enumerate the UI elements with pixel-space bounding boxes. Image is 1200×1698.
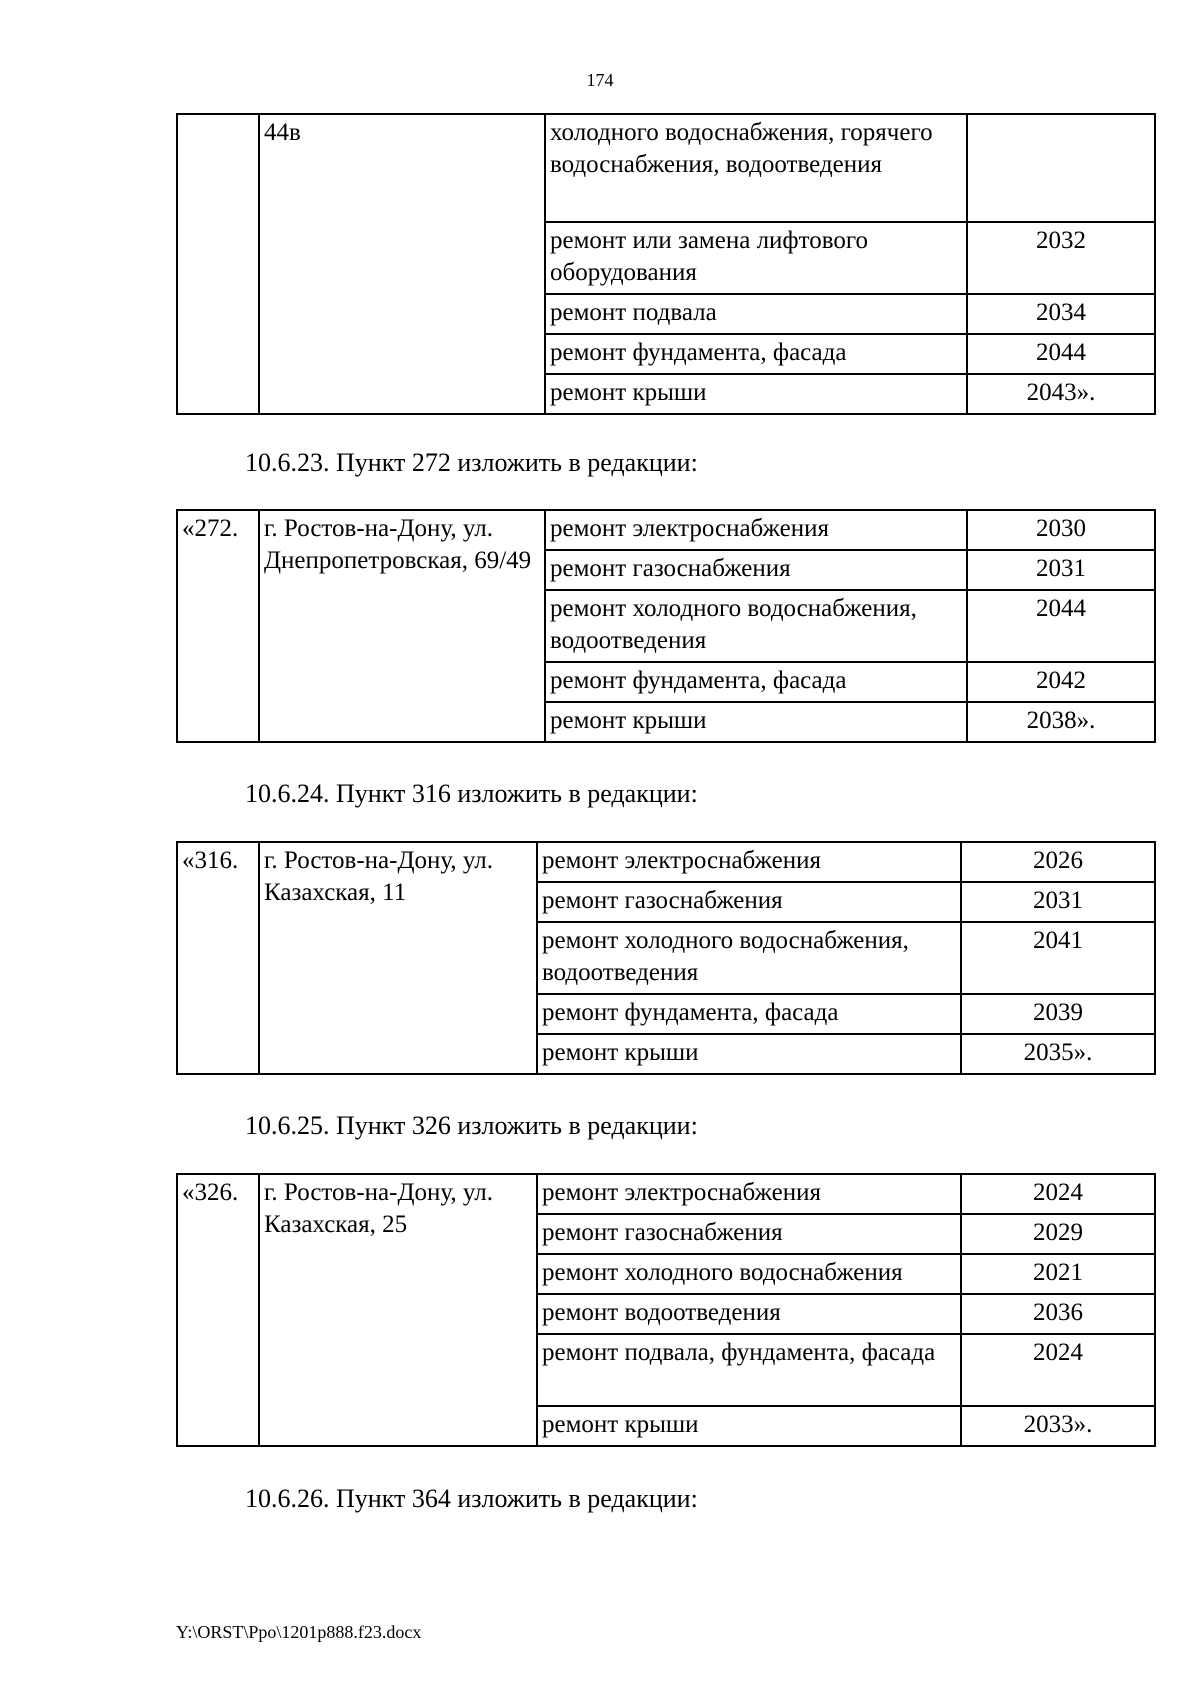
year-cell: 2024 — [961, 1174, 1155, 1214]
work-cell: ремонт крыши — [537, 1034, 961, 1074]
year-cell: 2041 — [961, 922, 1155, 994]
year-cell: 2044 — [967, 590, 1155, 662]
year-cell: 2026 — [961, 842, 1155, 882]
table-row — [177, 842, 1155, 882]
year-cell: 2043». — [967, 374, 1155, 414]
item-number: «326. — [177, 1174, 259, 1446]
work-cell: ремонт холодного водоснабжения, водоотведения — [545, 590, 967, 662]
repair-table-continuation — [176, 113, 1156, 415]
repair-table-316 — [176, 841, 1156, 1075]
table-row — [177, 114, 1155, 222]
address-cell: г. Ростов-на-Дону, ул. Казахская, 11 — [259, 842, 537, 1074]
work-cell: ремонт газоснабжения — [537, 882, 961, 922]
work-cell: ремонт водоотведения — [537, 1294, 961, 1334]
work-cell: холодного водоснабжения, горячего водоснабжения, водоотведения — [545, 114, 967, 222]
year-cell: 2031 — [967, 550, 1155, 590]
work-cell: ремонт подвала — [545, 294, 967, 334]
repair-table-272 — [176, 509, 1156, 743]
year-cell: 2033». — [961, 1406, 1155, 1446]
item-number — [177, 114, 259, 414]
year-cell: 2044 — [967, 334, 1155, 374]
repair-table-326 — [176, 1173, 1156, 1447]
work-cell: ремонт холодного водоснабжения — [537, 1254, 961, 1294]
year-cell — [967, 114, 1155, 222]
footer-file-path: Y:\ORST\Ppo\1201p888.f23.docx — [176, 1622, 422, 1642]
paragraph-10-6-26: 10.6.26. Пункт 364 изложить в редакции: — [245, 1484, 698, 1513]
year-cell: 2035». — [961, 1034, 1155, 1074]
year-cell: 2031 — [961, 882, 1155, 922]
work-cell: ремонт фундамента, фасада — [545, 662, 967, 702]
address-cell: 44в — [259, 114, 545, 414]
work-cell: ремонт электроснабжения — [537, 1174, 961, 1214]
work-cell: ремонт фундамента, фасада — [537, 994, 961, 1034]
work-cell: ремонт электроснабжения — [545, 510, 967, 550]
year-cell: 2032 — [967, 222, 1155, 294]
year-cell: 2039 — [961, 994, 1155, 1034]
work-cell: ремонт крыши — [537, 1406, 961, 1446]
paragraph-10-6-24: 10.6.24. Пункт 316 изложить в редакции: — [245, 779, 698, 808]
work-cell: ремонт подвала, фундамента, фасада — [537, 1334, 961, 1406]
table-row — [177, 1174, 1155, 1214]
table-row — [177, 510, 1155, 550]
paragraph-10-6-23: 10.6.23. Пункт 272 изложить в редакции: — [245, 448, 698, 477]
year-cell: 2034 — [967, 294, 1155, 334]
item-number: «316. — [177, 842, 259, 1074]
work-cell: ремонт крыши — [545, 702, 967, 742]
work-cell: ремонт крыши — [545, 374, 967, 414]
address-cell: г. Ростов-на-Дону, ул. Казахская, 25 — [259, 1174, 537, 1446]
address-cell: г. Ростов-на-Дону, ул. Днепропетровская, 69/49 — [259, 510, 545, 742]
work-cell: ремонт холодного водоснабжения, водоотведения — [537, 922, 961, 994]
year-cell: 2021 — [961, 1254, 1155, 1294]
paragraph-10-6-25: 10.6.25. Пункт 326 изложить в редакции: — [245, 1111, 698, 1140]
year-cell: 2038». — [967, 702, 1155, 742]
year-cell: 2029 — [961, 1214, 1155, 1254]
work-cell: ремонт газоснабжения — [537, 1214, 961, 1254]
page-number: 174 — [586, 70, 614, 90]
work-cell: ремонт электроснабжения — [537, 842, 961, 882]
work-cell: ремонт или замена лифтового оборудования — [545, 222, 967, 294]
item-number: «272. — [177, 510, 259, 742]
year-cell: 2030 — [967, 510, 1155, 550]
year-cell: 2024 — [961, 1334, 1155, 1406]
year-cell: 2036 — [961, 1294, 1155, 1334]
year-cell: 2042 — [967, 662, 1155, 702]
work-cell: ремонт газоснабжения — [545, 550, 967, 590]
work-cell: ремонт фундамента, фасада — [545, 334, 967, 374]
